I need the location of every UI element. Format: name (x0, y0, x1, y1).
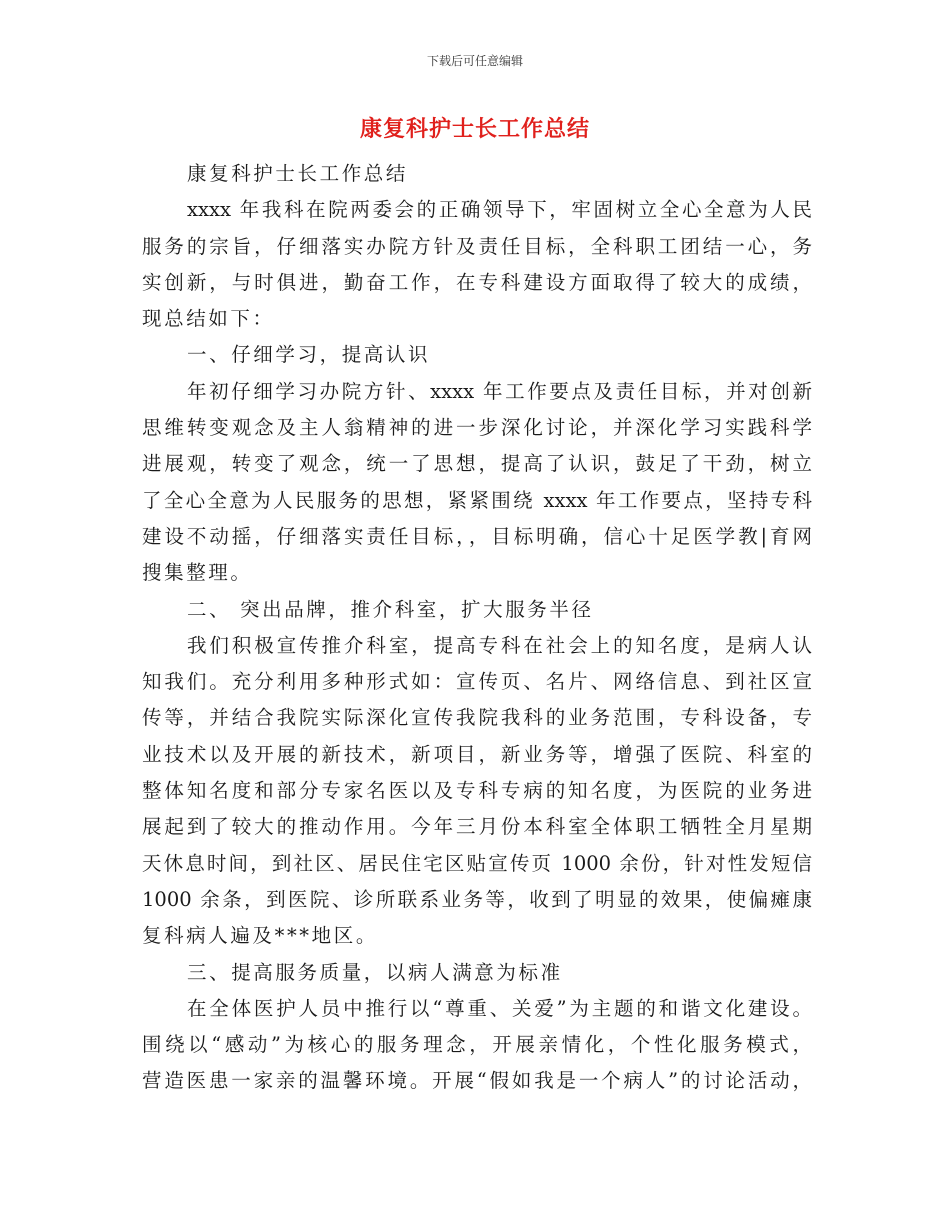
header-note: 下载后可任意编辑 (426, 54, 523, 68)
body-line-12: 搜集整理。 (142, 561, 253, 585)
body-line-22: 复科病人遍及***地区。 (142, 924, 378, 948)
body-line-4: 实创新，与时俱进，勤奋工作，在专科建设方面取得了较大的成绩， (142, 270, 812, 294)
body-line-1: 康复科护士长工作总结 (187, 162, 409, 185)
body-line-20: 天休息时间，到社区、居民住宅区贴宣传页 1000 余份，针对性发短信 (142, 851, 812, 875)
section-heading-1: 一、仔细学习，提高认识 (187, 343, 431, 367)
body-line-3: 服务的宗旨，仔细落实办院方针及责任目标，全科职工团结一心，务 (142, 234, 812, 258)
body-line-16: 传等，并结合我院实际深化宣传我院我科的业务范围，专科设备，专 (142, 706, 812, 730)
body-line-7: 年初仔细学习办院方针、xxxx 年工作要点及责任目标，并对创新 (187, 379, 812, 403)
document-title: 康复科护士长工作总结 (359, 117, 590, 142)
body-line-24: 在全体医护人员中推行以“尊重、关爱”为主题的和谐文化建设。 (187, 996, 812, 1020)
body-line-21: 1000 余条，到医院、诊所联系业务等，收到了明显的效果，使偏瘫康 (142, 887, 812, 911)
body-line-11: 建设不动摇，仔细落实责任目标，，目标明确，信心十足医学教|育网 (142, 524, 812, 548)
body-line-17: 业技术以及开展的新技术，新项目，新业务等，增强了医院、科室的 (142, 742, 812, 766)
body-line-15: 知我们。充分利用多种形式如：宣传页、名片、网络信息、到社区宣 (142, 670, 812, 694)
body-line-26: 营造医患一家亲的温馨环境。开展“假如我是一个病人”的讨论活动， (142, 1069, 812, 1093)
section-heading-3: 三、提高服务质量，以病人满意为标准 (187, 960, 563, 984)
body-line-8: 思维转变观念及主人翁精神的进一步深化讨论，并深化学习实践科学 (142, 416, 812, 440)
body-line-14: 我们积极宣传推介科室，提高专科在社会上的知名度，是病人认 (187, 633, 812, 657)
body-line-25: 围绕以“感动”为核心的服务理念，开展亲情化，个性化服务模式， (142, 1033, 812, 1057)
body-line-2: xxxx 年我科在院两委会的正确领导下，牢固树立全心全意为人民 (187, 198, 812, 222)
body-line-10: 了全心全意为人民服务的思想，紧紧围绕 xxxx 年工作要点，坚持专科 (142, 488, 812, 512)
body-line-19: 展起到了较大的推动作用。今年三月份本科室全体职工牺牲全月星期 (142, 815, 812, 839)
body-line-9: 进展观，转变了观念，统一了思想，提高了认识，鼓足了干劲，树立 (142, 452, 812, 476)
body-line-18: 整体知名度和部分专家名医以及专科专病的知名度，为医院的业务进 (142, 779, 812, 803)
section-heading-2: 二、 突出品牌，推介科室，扩大服务半径 (187, 597, 594, 621)
document-body (142, 156, 812, 1100)
body-line-5: 现总结如下： (142, 307, 275, 331)
